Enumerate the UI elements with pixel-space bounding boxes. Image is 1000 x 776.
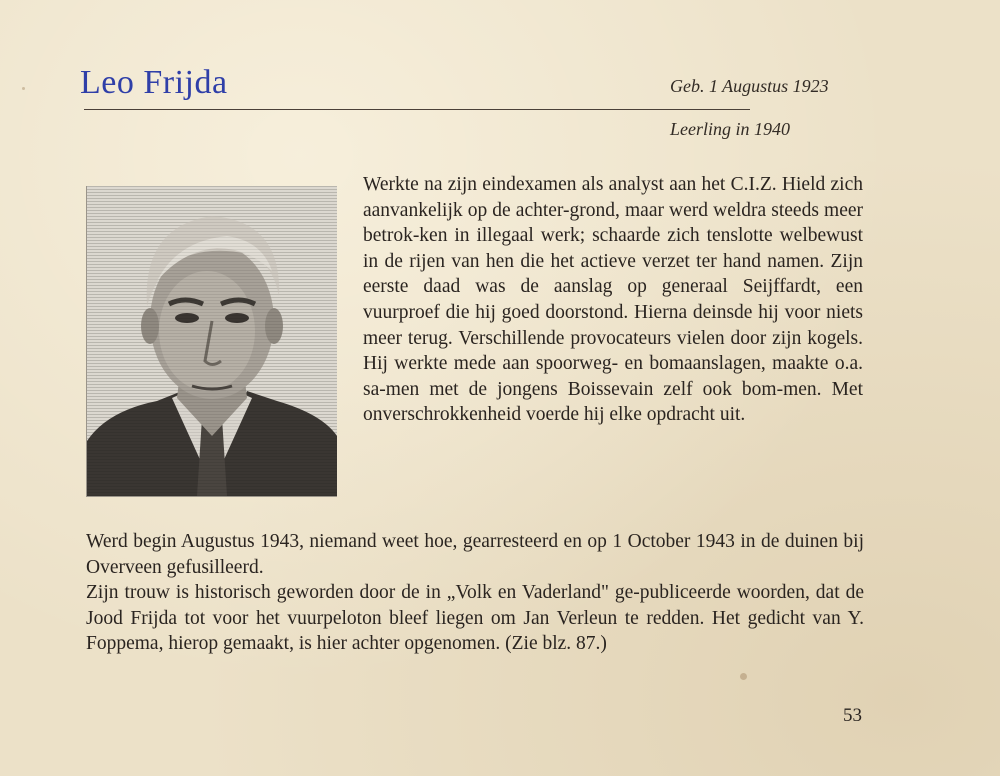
biography-paragraph-1: Werkte na zijn eindexamen als analyst aan het C.I.Z. Hield zich aanvankelijk op de achter-grond, maar werd weldra steeds meer betrok-ken in illegaal werk; schaarde zich tenslotte welbewust in de rijen van hen die het actieve verzet ter hand namen. Zijn eerste daad was de aanslag op generaal Seijffardt, een vuurproef die hij goed doorstond. Hierna deinsde hij voor niets meer terug. Verschillende provocateurs vielen door zijn kogels. Hij werkte mede aan spoorweg- en bomaanslagen, maakte o.a. sa-men met de jongens Boissevain zelf ook bom-men. Met onverschrokkenheid voerde hij elke opdracht uit. [363,174,863,426]
paper-stain [740,673,747,680]
biography-paragraph-2: Werd begin Augustus 1943, niemand weet hoe, gearresteerd en op 1 October 1943 in de duinen bij Overveen gefusilleerd. [86,531,864,578]
birth-date: Geb. 1 Augustus 1923 [670,76,829,96]
person-name: Leo Frijda [80,64,228,101]
biography-column [363,172,863,428]
portrait-photo [86,186,337,497]
title-divider [84,109,750,110]
paper-stain [22,87,25,90]
biography-full-width [86,529,864,657]
page-number: 53 [843,705,862,726]
portrait-icon [87,186,337,496]
biography-paragraph-3: Zijn trouw is historisch geworden door de in „Volk en Vaderland" ge-publiceerde woorden, dat de Jood Frijda tot voor het vuurpeloton bleef liegen om Jan Verleun te redden. Het gedicht van Y. Foppema, hierop gemaakt, is hier achter opgenomen. (Zie blz. 87.) [86,582,864,655]
student-year: Leerling in 1940 [670,119,790,139]
